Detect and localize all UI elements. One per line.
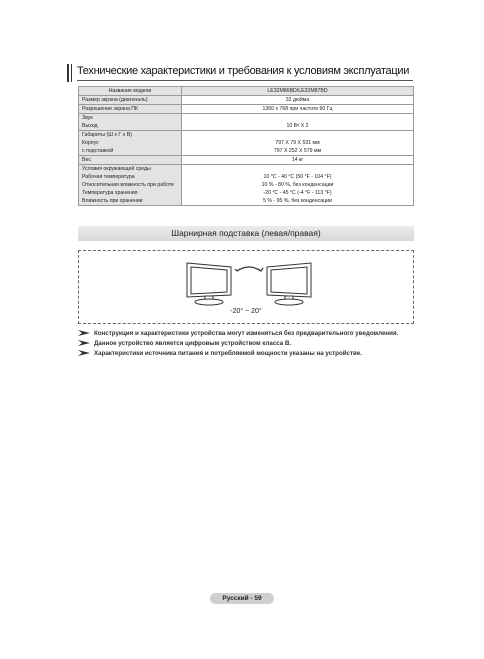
row-label: Звук bbox=[82, 115, 93, 121]
spec-table bbox=[78, 86, 414, 206]
swivel-stand-illustration bbox=[179, 257, 319, 307]
row-sublabel: Влажность при хранении bbox=[82, 198, 143, 204]
row-value: -20 °C - 45 °C (-4 °F - 113 °F) bbox=[263, 190, 332, 196]
page-title: Технические характеристики и требования к условиям эксплуатации bbox=[77, 65, 410, 77]
tv-left-icon bbox=[187, 263, 231, 305]
row-sublabel: Температура хранения bbox=[82, 190, 138, 196]
row-value-multi bbox=[182, 131, 414, 156]
row-label: Разрешение экрана ПК bbox=[79, 105, 182, 114]
row-value-multi bbox=[182, 114, 414, 131]
rotation-angle-caption: -20° ~ 20° bbox=[230, 308, 262, 315]
rotation-arrows-icon bbox=[235, 267, 263, 271]
list-item bbox=[78, 349, 418, 358]
table-row bbox=[79, 114, 414, 131]
stand-illustration-box bbox=[78, 250, 414, 324]
note-text: Данное устройство является цифровым устройством класса B. bbox=[94, 340, 292, 347]
header-label-cell: Название модели bbox=[79, 87, 182, 96]
title-underline bbox=[77, 80, 413, 81]
row-label: Вес bbox=[79, 156, 182, 165]
row-label-multi bbox=[79, 165, 182, 206]
row-value: 797 X 252 X 579 мм bbox=[273, 148, 322, 154]
pointer-arrow-icon bbox=[78, 349, 91, 357]
row-value: 10 Вт X 2 bbox=[286, 123, 309, 129]
tv-right-icon bbox=[267, 263, 311, 305]
row-label-multi bbox=[79, 131, 182, 156]
row-value: 5 % - 95 %, без конденсации bbox=[263, 198, 332, 204]
table-row bbox=[79, 156, 414, 165]
row-value-multi bbox=[182, 165, 414, 206]
title-bar-accent bbox=[67, 64, 69, 82]
row-value: 32 дюйма bbox=[182, 96, 414, 105]
row-label: Размер экрана (диагональ) bbox=[79, 96, 182, 105]
note-text: Конструкция и характеристики устройства могут изменяться без предварительного уведомления. bbox=[94, 330, 399, 337]
row-sublabel: Выход bbox=[82, 123, 98, 129]
row-value: 797 X 79 X 531 мм bbox=[275, 140, 320, 146]
list-item bbox=[78, 339, 418, 348]
pointer-arrow-icon bbox=[78, 339, 91, 347]
row-value: 10 °C - 40 °C (50 °F - 104 °F) bbox=[263, 174, 332, 180]
table-row bbox=[79, 96, 414, 105]
title-bar-accent-thin bbox=[71, 64, 72, 82]
row-label-multi bbox=[79, 114, 182, 131]
table-row bbox=[79, 105, 414, 114]
table-row bbox=[79, 165, 414, 206]
row-sublabel: Корпус bbox=[82, 140, 99, 146]
notes-list bbox=[78, 329, 418, 359]
stand-section-header: Шарнирная подставка (левая/правая) bbox=[78, 226, 414, 241]
row-label: Условия окружающей среды bbox=[82, 166, 151, 172]
section-title-block bbox=[67, 64, 413, 82]
row-value: 1360 x 768 при частоте 60 Гц bbox=[182, 105, 414, 114]
pointer-arrow-icon bbox=[78, 329, 91, 337]
row-sublabel: с подставкой bbox=[82, 148, 114, 154]
list-item bbox=[78, 329, 418, 338]
page-number-badge: Русский - 59 bbox=[210, 593, 274, 604]
row-value: 14 кг bbox=[182, 156, 414, 165]
header-value-cell: LE32M86BD/LE32M87BD bbox=[182, 87, 414, 96]
row-label: Габариты (Ш x Г x В) bbox=[82, 132, 132, 138]
row-sublabel: Рабочая температура bbox=[82, 174, 135, 180]
row-sublabel: Относительная влажность при работе bbox=[82, 182, 175, 188]
note-text: Характеристики источника питания и потребляемой мощности указаны на устройстве. bbox=[94, 350, 362, 357]
row-value: 10 % - 80 %, без конденсации bbox=[261, 182, 334, 188]
table-row bbox=[79, 131, 414, 156]
table-header-row bbox=[79, 87, 414, 96]
